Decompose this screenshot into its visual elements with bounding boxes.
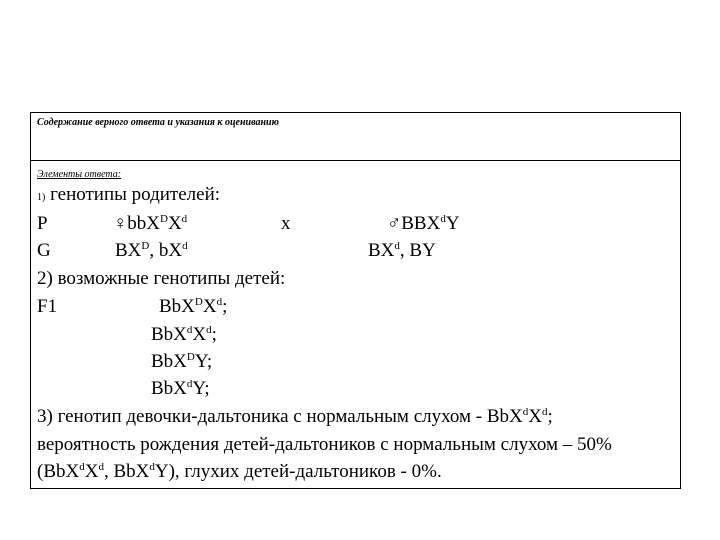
probability-line: вероятность рождения детей-дальтоников с нормальным слухом – 50% <box>37 434 612 455</box>
table-header-row <box>31 113 680 161</box>
item-3: 3) генотип девочки-дальтоника с нормальным слухом - $BbX^dX^d$; <box>37 406 553 427</box>
answer-table <box>30 112 681 489</box>
table-header: Содержание верного ответа и указания к оцениванию <box>37 117 279 128</box>
item-1-text: генотипы родителей: <box>50 184 221 205</box>
child-genotype-3: BbX$^D$Y; <box>151 351 213 372</box>
p-female-genotype: $♀bbX^DX^d$ <box>113 213 188 234</box>
elements-label: Элементы ответа: <box>37 169 122 180</box>
p-male-genotype: ♂BBX$^d$Y <box>387 213 460 234</box>
item-2: 2) возможные генотипы детей: <box>37 268 286 289</box>
p-label: P <box>37 213 48 234</box>
g-female-gametes: $BX^D$, $bX^d$ <box>115 240 188 261</box>
item-1 <box>37 185 220 204</box>
g-label: G <box>37 240 51 261</box>
cross-symbol: x <box>281 213 291 234</box>
child-genotype-2: $BbX^dX^d$; <box>151 324 217 345</box>
child-genotype-4: BbX$^d$Y; <box>151 378 210 399</box>
child-genotype-1: $BbX^DX^d$; <box>159 296 228 317</box>
f1-label: F1 <box>37 296 58 317</box>
item-1-number: 1) <box>37 192 46 203</box>
g-male-gametes: $BX^d$, BY <box>368 240 436 261</box>
probability-line-2: ($BbX^dX^d$, BbX$^d$Y), глухих детей-дальтоников - 0%. <box>37 461 442 482</box>
